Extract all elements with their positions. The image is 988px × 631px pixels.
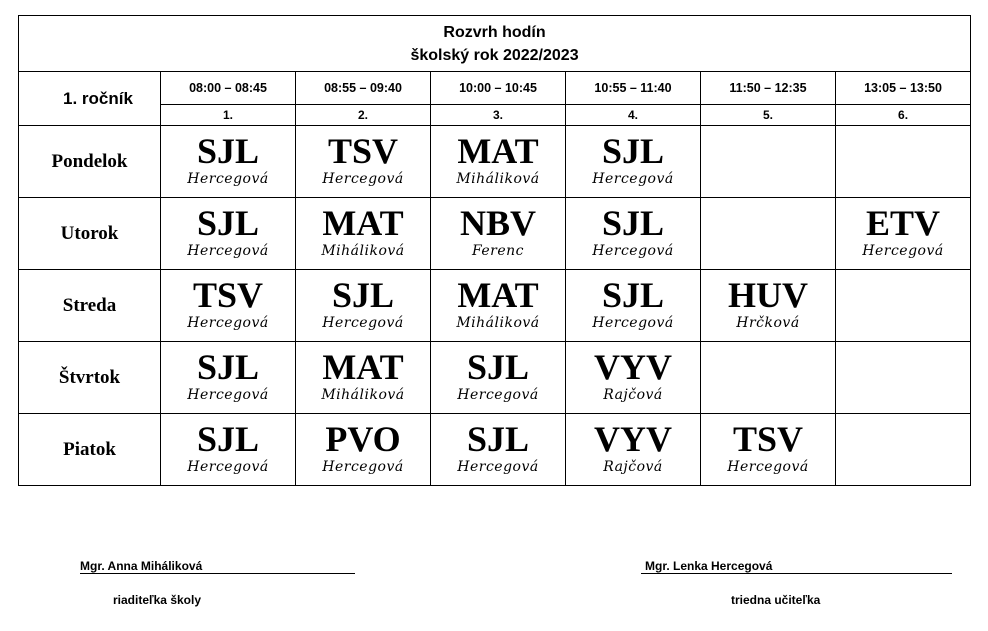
teacher: Hercegová — [187, 314, 269, 331]
time-slot: 10:55 – 11:40 — [566, 72, 701, 105]
day-name: Štvrtok — [19, 342, 161, 414]
teacher: Hercegová — [592, 314, 674, 331]
subject: VYV — [594, 418, 672, 459]
lesson-cell — [296, 270, 431, 342]
lesson-cell — [431, 270, 566, 342]
teacher: Hercegová — [187, 242, 269, 259]
teacher: Miháliková — [321, 242, 405, 259]
teacher: Hercegová — [187, 386, 269, 403]
lesson-cell — [431, 414, 566, 486]
day-row — [19, 198, 971, 270]
signature-left-role: riaditeľka školy — [113, 593, 202, 607]
subject: SJL — [331, 274, 395, 315]
day-row — [19, 270, 971, 342]
time-slot: 13:05 – 13:50 — [836, 72, 971, 105]
subject: MAT — [457, 130, 539, 171]
teacher: Hercegová — [322, 170, 404, 187]
title-line-2: školský rok 2022/2023 — [410, 46, 579, 64]
lesson-cell — [161, 342, 296, 414]
lesson-cell — [701, 342, 836, 414]
lesson-cell — [296, 198, 431, 270]
day-name: Utorok — [19, 198, 161, 270]
lesson-cell — [161, 270, 296, 342]
teacher: Hercegová — [862, 242, 944, 259]
teacher: Hercegová — [322, 314, 404, 331]
subject: SJL — [196, 130, 260, 171]
subject: SJL — [196, 346, 260, 387]
lesson-cell — [296, 126, 431, 198]
day-name: Streda — [19, 270, 161, 342]
teacher: Miháliková — [456, 170, 540, 187]
signature-left-line — [80, 573, 355, 574]
subject: SJL — [196, 418, 260, 459]
subject: TSV — [192, 274, 264, 315]
lesson-cell — [836, 198, 971, 270]
lesson-cell — [296, 342, 431, 414]
teacher: Hercegová — [592, 242, 674, 259]
subject: MAT — [457, 274, 539, 315]
lesson-cell — [431, 342, 566, 414]
day-name: Pondelok — [19, 126, 161, 198]
lesson-cell — [431, 198, 566, 270]
lesson-cell — [701, 198, 836, 270]
title-cell — [19, 16, 971, 72]
teacher: Rajčová — [603, 386, 663, 403]
period-number: 3. — [431, 105, 566, 126]
time-slot: 08:55 – 09:40 — [296, 72, 431, 105]
teacher: Hercegová — [322, 458, 404, 475]
subject: SJL — [601, 274, 665, 315]
signature-left-name: Mgr. Anna Miháliková — [80, 559, 203, 573]
subject: SJL — [196, 202, 260, 243]
lesson-cell — [296, 414, 431, 486]
teacher: Rajčová — [603, 458, 663, 475]
subject: TSV — [327, 130, 399, 171]
teacher: Hercegová — [727, 458, 809, 475]
teacher: Miháliková — [456, 314, 540, 331]
lesson-cell — [161, 126, 296, 198]
title-line-1: Rozvrh hodín — [443, 23, 546, 41]
lesson-cell — [836, 126, 971, 198]
lesson-cell — [161, 198, 296, 270]
subject: SJL — [466, 346, 530, 387]
lesson-cell — [566, 414, 701, 486]
teacher: Hercegová — [457, 386, 539, 403]
teacher: Hercegová — [592, 170, 674, 187]
lesson-cell — [566, 126, 701, 198]
subject: VYV — [594, 346, 672, 387]
teacher: Hercegová — [187, 458, 269, 475]
subject: SJL — [601, 202, 665, 243]
subject: SJL — [601, 130, 665, 171]
teacher: Ferenc — [471, 242, 525, 259]
signature-right-role: triedna učiteľka — [731, 593, 821, 607]
time-slot: 11:50 – 12:35 — [701, 72, 836, 105]
lesson-cell — [836, 414, 971, 486]
teacher: Hrčková — [736, 314, 800, 331]
teacher: Miháliková — [321, 386, 405, 403]
subject: ETV — [866, 202, 941, 243]
period-number: 5. — [701, 105, 836, 126]
lesson-cell — [701, 270, 836, 342]
signature-right-name: Mgr. Lenka Hercegová — [645, 559, 773, 573]
teacher: Hercegová — [187, 170, 269, 187]
time-slot: 08:00 – 08:45 — [161, 72, 296, 105]
lesson-cell — [161, 414, 296, 486]
period-number: 4. — [566, 105, 701, 126]
time-slot: 10:00 – 10:45 — [431, 72, 566, 105]
signature-right-line — [641, 573, 952, 574]
period-number: 6. — [836, 105, 971, 126]
period-number: 1. — [161, 105, 296, 126]
subject: HUV — [728, 274, 808, 315]
grade-label: 1. ročník — [19, 72, 161, 126]
lesson-cell — [701, 126, 836, 198]
subject: MAT — [322, 202, 404, 243]
day-name: Piatok — [19, 414, 161, 486]
lesson-cell — [701, 414, 836, 486]
timetable — [18, 15, 971, 486]
subject: MAT — [322, 346, 404, 387]
subject: TSV — [732, 418, 804, 459]
teacher: Hercegová — [457, 458, 539, 475]
period-number: 2. — [296, 105, 431, 126]
day-row — [19, 342, 971, 414]
lesson-cell — [836, 270, 971, 342]
lesson-cell — [566, 270, 701, 342]
lesson-cell — [566, 198, 701, 270]
day-row — [19, 126, 971, 198]
lesson-cell — [431, 126, 566, 198]
day-row — [19, 414, 971, 486]
subject: SJL — [466, 418, 530, 459]
lesson-cell — [566, 342, 701, 414]
lesson-cell — [836, 342, 971, 414]
subject: PVO — [325, 418, 401, 459]
subject: NBV — [459, 202, 536, 243]
